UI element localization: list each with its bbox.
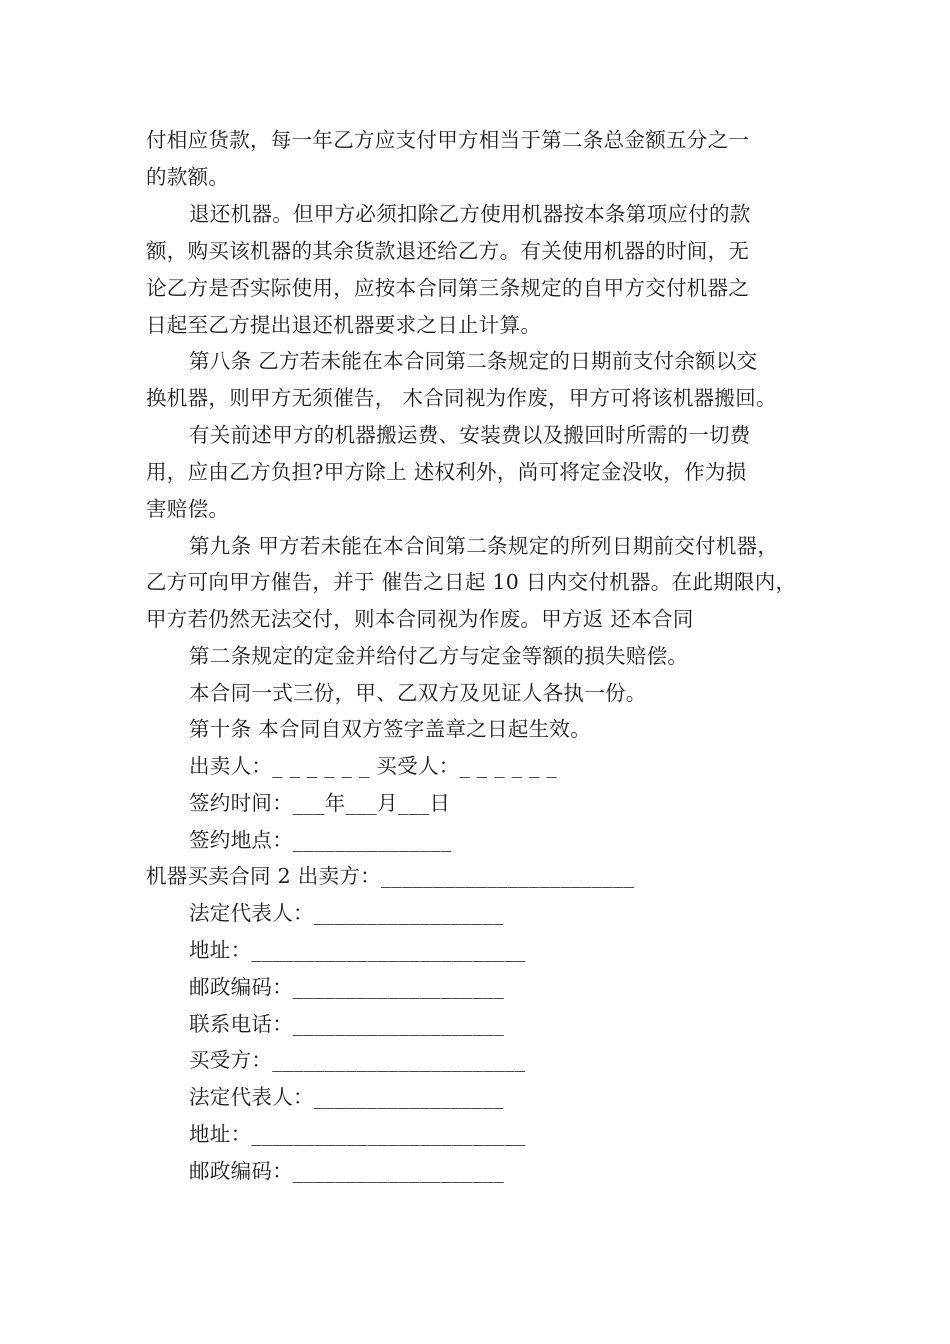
- postal-code-field: 邮政编码：____________________: [189, 1159, 504, 1183]
- text-line: 额，购买该机器的其余货款退还给乙方。有关使用机器的时间，无: [146, 239, 750, 263]
- legal-rep-field: 法定代表人：__________________: [189, 901, 504, 925]
- address-field: 地址：__________________________: [189, 938, 526, 962]
- buyer-field: 买受方：________________________: [189, 1048, 526, 1072]
- text-line: 甲方若仍然无法交付，则本合同视为作废。甲方返 还本合同: [146, 607, 694, 631]
- text-line: 用，应由乙方负担?甲方除上 述权利外，尚可将定金没收，作为损: [146, 460, 747, 484]
- text-line: 的款额。: [146, 165, 230, 189]
- postal-code-field: 邮政编码：____________________: [189, 975, 504, 999]
- article-9: 第九条 甲方若未能在本合间第二条规定的所列日期前交付机器，: [189, 534, 779, 558]
- text-line: 论乙方是否实际使用，应按本合同第三条规定的自甲方交付机器之: [146, 276, 750, 300]
- signing-date: 签约时间：___年___月___日: [189, 791, 451, 815]
- signing-place: 签约地点：_______________: [189, 828, 452, 852]
- paragraph-start: 本合同一式三份，甲、乙双方及见证人各执一份。: [189, 681, 647, 705]
- legal-rep-field: 法定代表人：__________________: [189, 1085, 504, 1109]
- paragraph-start: 有关前述甲方的机器搬运费、安装费以及搬回时所需的一切费: [189, 423, 751, 447]
- address-field: 地址：__________________________: [189, 1122, 526, 1146]
- paragraph-start: 退还机器。但甲方必须扣除乙方使用机器按本条第项应付的款: [189, 202, 751, 226]
- article-10: 第十条 本合同自双方签字盖章之日起生效。: [189, 717, 592, 741]
- text-line: 害赔偿。: [146, 497, 230, 521]
- text-line: 乙方可向甲方催告，并于 催告之日起 10 日内交付机器。在此期限内，: [146, 570, 797, 594]
- text-line: 日起至乙方提出退还机器要求之日止计算。: [146, 313, 542, 337]
- article-8: 第八条 乙方若未能在本合同第二条规定的日期前支付余额以交: [189, 349, 758, 373]
- text-line: 换机器，则甲方无须催告， 木合同视为作废，甲方可将该机器搬回。: [146, 386, 777, 410]
- text-line: 付相应货款，每一年乙方应支付甲方相当于第二条总金额五分之一: [146, 128, 750, 152]
- seller-buyer-signature: 出卖人：_ _ _ _ _ _ 买受人：_ _ _ _ _ _: [189, 754, 557, 778]
- phone-field: 联系电话：____________________: [189, 1012, 504, 1036]
- contract-2-title: 机器买卖合同 2 出卖方：________________________: [146, 864, 635, 888]
- paragraph-start: 第二条规定的定金并给付乙方与定金等额的损失赔偿。: [189, 644, 689, 668]
